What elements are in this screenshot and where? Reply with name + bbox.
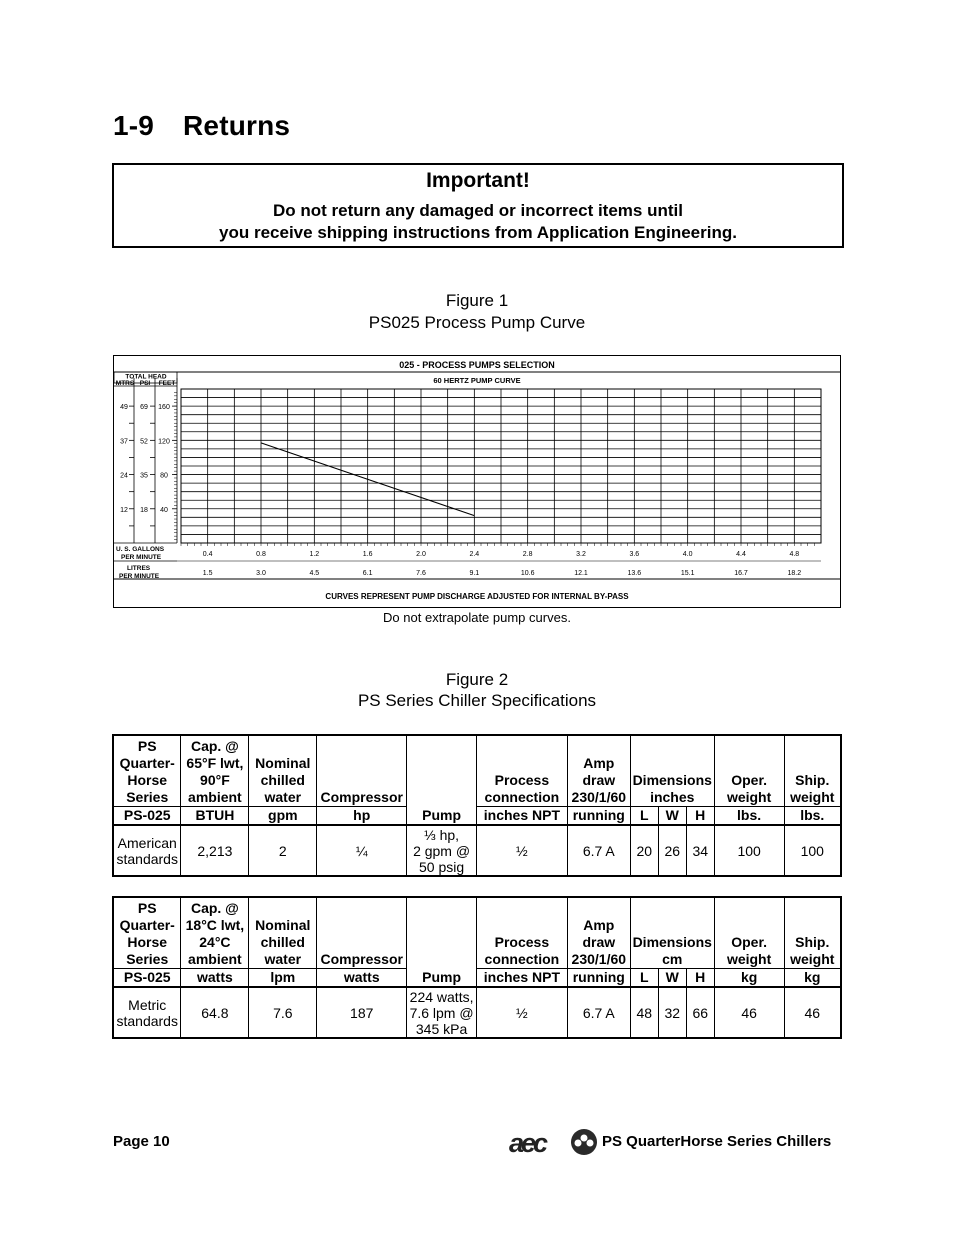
x-tick-label-gpm: 3.6: [629, 551, 640, 558]
table-cell: ½: [476, 825, 567, 876]
column-header: Ship. weight: [784, 735, 841, 807]
x-tick-label-lpm: 16.7: [734, 570, 748, 577]
x-tick-label-lpm: 3.0: [256, 570, 266, 577]
chart-title: 025 - PROCESS PUMPS SELECTION: [399, 360, 555, 370]
section-number: 1-9: [113, 110, 155, 141]
figure2-caption: PS Series Chiller Specifications: [357, 691, 597, 710]
x-tick-label-gpm: 4.4: [736, 551, 746, 558]
x-tick-label-lpm: 7.6: [416, 570, 426, 577]
column-unit: running: [567, 969, 630, 988]
y-tick-label-psi: 69: [140, 404, 148, 412]
column-unit: inches NPT: [476, 969, 567, 988]
table-cell: 32: [658, 987, 686, 1038]
column-header: Compressor: [317, 735, 407, 807]
y-axis-header: TOTAL HEAD: [125, 373, 167, 381]
y-unit-label: FEET: [158, 380, 176, 387]
x-axis-label-gpm: PER MINUTE: [121, 554, 162, 561]
table-header-row: [113, 897, 841, 969]
column-unit: BTUH: [181, 807, 249, 826]
x-tick-label-gpm: 1.2: [309, 551, 320, 558]
column-unit: L: [630, 807, 658, 826]
table-cell: 46: [784, 987, 841, 1038]
spec-table-american: [112, 734, 842, 877]
section-heading: Returns: [183, 110, 291, 141]
table-cell: Metric standards: [113, 987, 181, 1038]
spec-table-metric: [112, 896, 842, 1039]
y-tick-label-mtrs: 49: [120, 404, 128, 412]
table-cell: ¼: [317, 825, 407, 876]
x-tick-label-gpm: 2.8: [522, 551, 533, 558]
column-unit: watts: [181, 969, 249, 988]
x-tick-label-lpm: 9.1: [469, 570, 480, 577]
y-tick-label-mtrs: 12: [120, 506, 128, 514]
aec-logo: [509, 1127, 599, 1162]
table-cell: 46: [714, 987, 784, 1038]
column-header: Cap. @ 18°C lwt, 24°C ambient: [181, 897, 249, 969]
column-header: Compressor: [317, 897, 407, 969]
column-unit: L: [630, 969, 658, 988]
x-tick-label-gpm: 2.0: [416, 551, 426, 558]
column-unit: lpm: [249, 969, 317, 988]
table-cell: 6.7 A: [567, 825, 630, 876]
column-header: Ship. weight: [784, 897, 841, 969]
column-header: Process connection: [476, 897, 567, 969]
column-unit: PS-025: [113, 969, 181, 988]
column-header: [407, 897, 477, 969]
column-header: Oper. weight: [714, 897, 784, 969]
x-tick-label-gpm: 0.4: [202, 551, 213, 558]
x-axis-label-gpm: U. S. GALLONS: [116, 546, 165, 553]
y-tick-label-psi: 52: [140, 438, 148, 446]
table-units-row: [113, 969, 841, 988]
y-tick-label-feet: 120: [158, 438, 170, 446]
table-cell: ½: [476, 987, 567, 1038]
column-header: PS Quarter- Horse Series: [113, 897, 181, 969]
product-name: PS QuarterHorse Series Chillers: [602, 1133, 832, 1150]
table-cell: 2: [249, 825, 317, 876]
table-cell: 224 watts, 7.6 lpm @ 345 kPa: [407, 987, 477, 1038]
column-unit: running: [567, 807, 630, 826]
column-unit: Pump: [407, 969, 477, 988]
y-tick-label-feet: 160: [158, 404, 170, 412]
table-row: [113, 825, 841, 876]
x-tick-label-lpm: 15.1: [680, 570, 695, 577]
table-row: [113, 987, 841, 1038]
column-header: [407, 735, 477, 807]
x-tick-label-gpm: 4.0: [682, 551, 693, 558]
y-unit-label: PSI: [139, 380, 151, 387]
column-unit: W: [658, 969, 686, 988]
column-unit: Pump: [407, 807, 477, 826]
column-unit: kg: [714, 969, 784, 988]
x-tick-label-lpm: 1.5: [202, 570, 213, 577]
x-tick-label-lpm: 4.5: [309, 570, 320, 577]
x-tick-label-lpm: 18.2: [787, 570, 802, 577]
x-tick-label-lpm: 10.6: [520, 570, 535, 577]
column-header: Oper. weight: [714, 735, 784, 807]
important-heading: Important!: [426, 169, 530, 192]
column-unit: lbs.: [784, 807, 841, 826]
column-unit: watts: [317, 969, 407, 988]
table-cell: 7.6: [249, 987, 317, 1038]
chart-subtitle: 60 HERTZ PUMP CURVE: [433, 376, 521, 385]
table-cell: 48: [630, 987, 658, 1038]
table-cell: 100: [714, 825, 784, 876]
svg-text:aec: aec: [509, 1128, 546, 1157]
y-tick-label-psi: 35: [140, 472, 148, 480]
column-header: Process connection: [476, 735, 567, 807]
figure1-note: Do not extrapolate pump curves.: [383, 610, 571, 625]
column-unit: PS-025: [113, 807, 181, 826]
y-tick-label-psi: 18: [140, 506, 148, 514]
chart-footer: CURVES REPRESENT PUMP DISCHARGE ADJUSTED FOR INTERNAL BY-PASS: [325, 592, 629, 601]
y-tick-label-mtrs: 24: [120, 472, 128, 480]
page-number: Page 10: [113, 1133, 170, 1150]
column-unit: hp: [317, 807, 407, 826]
important-line-2: you receive shipping instructions from Application Engineering.: [219, 223, 737, 242]
table-cell: 187: [317, 987, 407, 1038]
table-cell: 2,213: [181, 825, 249, 876]
table-cell: 64.8: [181, 987, 249, 1038]
table-cell: ⅓ hp, 2 gpm @ 50 psig: [407, 825, 477, 876]
table-header-row: [113, 735, 841, 807]
table-cell: American standards: [113, 825, 181, 876]
table-units-row: [113, 807, 841, 826]
x-axis-label-lpm: LITRES: [127, 565, 151, 572]
x-tick-label-lpm: 13.6: [627, 570, 642, 577]
column-unit: gpm: [249, 807, 317, 826]
column-header: Amp draw 230/1/60: [567, 897, 630, 969]
x-tick-label-gpm: 4.8: [789, 551, 800, 558]
x-tick-label-gpm: 0.8: [256, 551, 266, 558]
table-cell: 26: [658, 825, 686, 876]
y-tick-label-feet: 80: [160, 472, 168, 480]
y-tick-label-mtrs: 37: [120, 438, 128, 446]
x-tick-label-gpm: 1.6: [362, 551, 373, 558]
column-unit: lbs.: [714, 807, 784, 826]
x-tick-label-lpm: 12.1: [574, 570, 588, 577]
x-tick-label-gpm: 3.2: [576, 551, 586, 558]
section-title: [113, 110, 290, 142]
column-header: Nominal chilled water: [249, 897, 317, 969]
table-cell: 100: [784, 825, 841, 876]
y-unit-label: MTRS: [115, 380, 135, 387]
table-cell: 34: [686, 825, 714, 876]
important-line-1: Do not return any damaged or incorrect items until: [273, 201, 683, 220]
table-cell: 20: [630, 825, 658, 876]
column-unit: kg: [784, 969, 841, 988]
figure2-label: Figure 2: [445, 670, 509, 689]
pump-curve-chart: [113, 355, 841, 608]
table-cell: 6.7 A: [567, 987, 630, 1038]
column-header: Cap. @ 65°F lwt, 90°F ambient: [181, 735, 249, 807]
pump-curve-svg: [114, 356, 840, 607]
table-cell: 66: [686, 987, 714, 1038]
column-header: Nominal chilled water: [249, 735, 317, 807]
column-header: Amp draw 230/1/60: [567, 735, 630, 807]
x-tick-label-gpm: 2.4: [469, 551, 480, 558]
figure1-label: Figure 1: [445, 291, 509, 310]
column-header: Dimensions cm: [630, 897, 714, 969]
y-tick-label-feet: 40: [160, 506, 168, 514]
column-header: PS Quarter- Horse Series: [113, 735, 181, 807]
figure1-caption: PS025 Process Pump Curve: [368, 313, 586, 332]
column-unit: H: [686, 807, 714, 826]
column-unit: H: [686, 969, 714, 988]
column-unit: W: [658, 807, 686, 826]
important-notice: [112, 163, 844, 248]
x-tick-label-lpm: 6.1: [362, 570, 373, 577]
x-axis-label-lpm: PER MINUTE: [119, 573, 160, 580]
column-unit: inches NPT: [476, 807, 567, 826]
column-header: Dimensions inches: [630, 735, 714, 807]
